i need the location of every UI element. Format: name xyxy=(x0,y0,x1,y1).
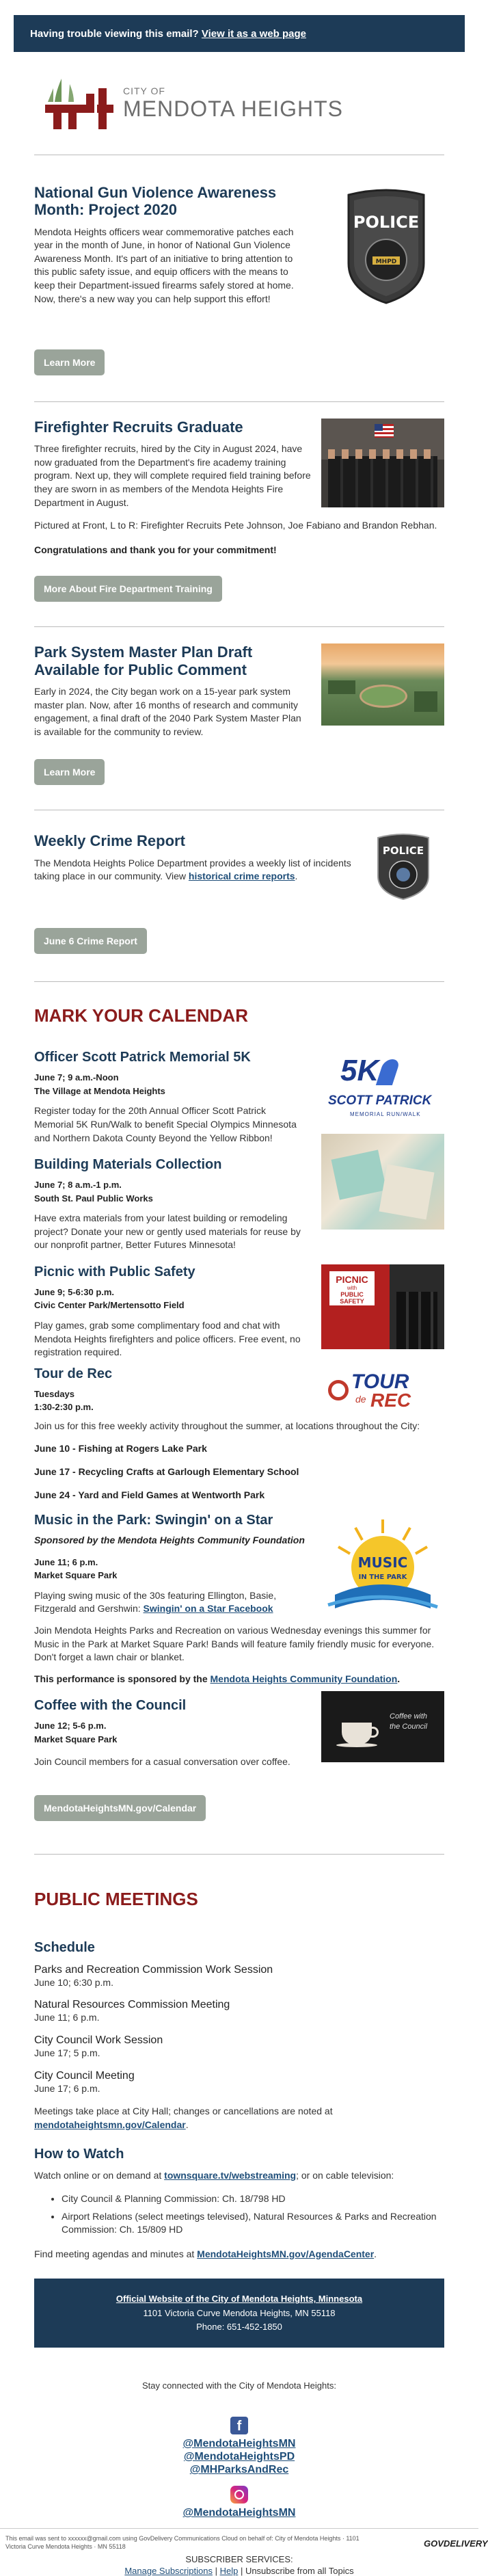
meeting-item xyxy=(34,1964,444,1990)
meeting-name: Natural Resources Commission Meeting xyxy=(34,1999,230,2011)
calendar-heading: MARK YOUR CALENDAR xyxy=(34,1005,248,1026)
footer-phone: Phone: 651-452-1850 xyxy=(196,2321,282,2332)
event-materials-title: Building Materials Collection xyxy=(34,1157,222,1173)
event-5k-body: Register today for the 20th Annual Officer Scott Patrick Memorial 5K Run/Walk to benefit Special Olympics Minnesota and Northern Dakota County Beyond the Yellow Ribbon! xyxy=(34,1105,297,1143)
meetings-note: Meetings take place at City Hall; changes or cancellations are noted at xyxy=(34,2106,333,2117)
footer-divider xyxy=(0,2528,478,2529)
trouble-text: Having trouble viewing this email? xyxy=(30,27,199,40)
picnic-public-safety-photo xyxy=(321,1264,444,1349)
swingin-facebook-link[interactable]: Swingin' on a Star Facebook xyxy=(143,1603,273,1615)
firefighter-recruits-photo xyxy=(321,419,444,507)
event-picnic-title: Picnic with Public Safety xyxy=(34,1264,195,1279)
official-website-link[interactable]: Official Website of the City of Mendota Heights, Minnesota xyxy=(116,2294,363,2305)
meeting-date: June 11; 6 p.m. xyxy=(34,2012,100,2023)
govdelivery-logo: GOVDELIVERY xyxy=(424,2538,488,2549)
event-picnic-body: Play games, grab some complimentary food and chat with Mendota Heights firefighters and police officers. Free event, no registration required. xyxy=(34,1319,301,1358)
gun-learn-more-button[interactable]: Learn More xyxy=(34,349,105,375)
event-picnic-when: June 9; 5-6:30 p.m. xyxy=(34,1286,115,1297)
meeting-item xyxy=(34,2070,444,2096)
fire-training-button[interactable]: More About Fire Department Training xyxy=(34,576,222,602)
instagram-icon[interactable] xyxy=(230,2486,248,2504)
event-coffee-where: Market Square Park xyxy=(34,1734,118,1744)
agenda-center-link[interactable]: MendotaHeightsMN.gov/AgendaCenter xyxy=(197,2248,375,2259)
badge-police-text: POLICE xyxy=(353,213,420,232)
meeting-list xyxy=(34,1964,444,2095)
park-aerial-photo xyxy=(321,643,444,726)
park-learn-more-button[interactable]: Learn More xyxy=(34,759,105,785)
event-5k-title: Officer Scott Patrick Memorial 5K xyxy=(34,1050,251,1065)
event-music-where: Market Square Park xyxy=(34,1570,118,1581)
firefighter-congrats: Congratulations and thank you for your commitment! xyxy=(34,544,277,555)
music-sponsored-post: . xyxy=(397,1673,401,1684)
footer-address: 1101 Victoria Curve Mendota Heights, MN 55118 xyxy=(143,2307,336,2318)
meeting-item xyxy=(34,1999,444,2025)
park-plan-section xyxy=(34,643,444,739)
park-plan-title: Park System Master Plan Draft Available for Public Comment xyxy=(34,643,253,678)
scott-patrick-5k-logo xyxy=(321,1050,444,1132)
gun-violence-section xyxy=(34,184,444,328)
crime-report-title: Weekly Crime Report xyxy=(34,832,185,850)
firefighter-body: Three firefighter recruits, hired by the City in August 2024, have now graduated from the Department's fire academy training program. Next up, they will complete required field training before they are sworn in as members of the Mendota Heights Fire Department in August. xyxy=(34,443,311,508)
event-materials-when: June 7; 8 a.m.-1 p.m. xyxy=(34,1180,122,1191)
music-in-the-park-logo xyxy=(321,1513,444,1615)
event-materials-body: Have extra materials from your latest building or remodeling project? Donate your new or gently used materials for reuse by our nonprofit partner, Better Futures Minnesota! xyxy=(34,1212,301,1251)
community-foundation-link[interactable]: Mendota Heights Community Foundation xyxy=(210,1673,398,1684)
divider xyxy=(34,1854,444,1855)
event-picnic-where: Civic Center Park/Mertensotto Field xyxy=(34,1300,185,1311)
meetings-calendar-link[interactable]: mendotaheightsmn.gov/Calendar xyxy=(34,2119,186,2130)
footer-bar xyxy=(34,2279,444,2347)
event-tour-intro: Join us for this free weekly activity throughout the summer, at locations throughout the City: xyxy=(34,1420,420,1431)
firefighter-title: Firefighter Recruits Graduate xyxy=(34,419,243,436)
meeting-name: City Council Work Session xyxy=(34,2034,163,2047)
event-coffee-when: June 12; 5-6 p.m. xyxy=(34,1721,107,1731)
event-coffee-body: Join Council members for a casual conversation over coffee. xyxy=(34,1756,290,1768)
meeting-date: June 10; 6:30 p.m. xyxy=(34,1976,113,1988)
meeting-date: June 17; 5 p.m. xyxy=(34,2047,100,2059)
meetings-heading: PUBLIC MEETINGS xyxy=(34,1888,198,1909)
police-patch-image xyxy=(362,832,444,901)
watch-title: How to Watch xyxy=(34,2147,124,2162)
event-5k-when: June 7; 9 a.m.-Noon xyxy=(34,1072,119,1083)
calendar-link-button[interactable]: MendotaHeightsMN.gov/Calendar xyxy=(34,1795,206,1821)
logo-city-name: MENDOTA HEIGHTS xyxy=(123,96,343,121)
event-tour-title: Tour de Rec xyxy=(34,1366,113,1381)
patch-police-text: POLICE xyxy=(382,845,424,858)
meetings-note-end: . xyxy=(185,2119,189,2130)
meeting-name: City Council Meeting xyxy=(34,2069,135,2082)
help-link[interactable]: Help xyxy=(219,2565,239,2576)
crime-report-button[interactable]: June 6 Crime Report xyxy=(34,928,147,954)
view-web-page-link[interactable]: View it as a web page xyxy=(201,27,307,40)
meeting-name: Parks and Recreation Commission Work Session xyxy=(34,1963,273,1976)
badge-mhpd-text: MHPD xyxy=(375,258,397,265)
schedule-title: Schedule xyxy=(34,1939,95,1955)
tour-item: June 10 - Fishing at Rogers Lake Park xyxy=(34,1443,207,1455)
event-tour-de-rec xyxy=(34,1366,444,1414)
firefighter-caption: Pictured at Front, L to R: Firefighter Recruits Pete Johnson, Joe Fabiano and Brandon Rebhan. xyxy=(34,520,437,531)
watch-channel-list xyxy=(62,2192,444,2237)
mh-logo-mark xyxy=(41,75,118,132)
crime-report-section xyxy=(34,832,444,901)
picnic-sign-line1: PICNIC xyxy=(336,1273,368,1285)
logo-memorial-text: MEMORIAL RUN/WALK xyxy=(350,1111,421,1118)
watch-post: ; or on cable television: xyxy=(296,2170,394,2181)
event-coffee xyxy=(34,1698,444,1769)
logo-rec-text: REC xyxy=(370,1389,411,1411)
firefighter-section xyxy=(34,419,444,509)
logo-tour-text: TOUR xyxy=(351,1370,409,1393)
police-badge-image xyxy=(328,184,444,328)
logo-city-of: CITY OF xyxy=(123,85,165,96)
manage-subscriptions-link[interactable]: Manage Subscriptions xyxy=(124,2565,213,2576)
divider xyxy=(34,981,444,982)
crime-period: . xyxy=(295,871,298,882)
view-online-bar xyxy=(14,15,465,52)
channel-item: • Airport Relations (select meetings televised), Natural Resources & Parks and Recreation Commission: Ch. 15/809 HD xyxy=(62,2210,444,2237)
agenda-post: . xyxy=(374,2248,377,2259)
city-logo xyxy=(34,52,444,155)
facebook-link-parks[interactable]: @MHParksAndRec xyxy=(189,2464,289,2476)
event-picnic xyxy=(34,1264,444,1359)
gun-violence-body: Mendota Heights officers wear commemorative patches each year in the month of June, in honor of National Gun Violence Awareness Month. It's part of an initiative to bring attention to this public safety issue, and equip officers with the means to keep their Department-issued firearms safely stored at home. Now, there's a new way you can help support this effort! xyxy=(34,226,294,304)
facebook-link-pd[interactable]: @MendotaHeightsPD xyxy=(183,2451,295,2463)
event-music-when: June 11; 6 p.m. xyxy=(34,1556,98,1567)
event-music xyxy=(34,1513,444,1616)
logo-scott-patrick-text: SCOTT PATRICK xyxy=(328,1093,432,1108)
event-music-title: Music in the Park: Swingin' on a Star xyxy=(34,1513,273,1528)
channel-item: • City Council & Planning Commission: Ch. 18/798 HD xyxy=(62,2192,444,2206)
divider xyxy=(34,401,444,402)
logo-wordmark xyxy=(123,85,343,122)
facebook-link-city[interactable]: @MendotaHeightsMN xyxy=(182,2437,296,2449)
logo-in-park-text: IN THE PARK xyxy=(358,1574,407,1582)
coffee-image-text: Coffee with the Council xyxy=(390,1712,428,1731)
picnic-sign-line2: with xyxy=(347,1284,357,1291)
subscriber-services-label: SUBSCRIBER SERVICES: xyxy=(185,2553,293,2564)
event-tour-time: 1:30-2:30 p.m. xyxy=(34,1402,94,1413)
crime-report-body: The Mendota Heights Police Department provides a weekly list of incidents taking place in our community. View xyxy=(34,857,351,882)
social-section: Stay connected with the City of Mendota Heights: f @MendotaHeightsMN @MendotaHeightsPD @MHParksAndRec @MendotaHeightsMN SUBSCRIBER SERVICES: Manage Subscriptions | Help | Unsubscribe from all Topics xyxy=(0,2380,478,2576)
fine-print: This email was sent to xxxxxx@gmail.com using GovDelivery Communications Cloud on behalf of: City of Mendota Heights · 1101 Victoria Curve Mendota Heights · MN 55118 xyxy=(5,2535,360,2550)
tour-item: June 17 - Recycling Crafts at Garlough Elementary School xyxy=(34,1465,299,1477)
picnic-sign-line3: PUBLIC SAFETY xyxy=(340,1290,364,1305)
tour-de-rec-logo xyxy=(321,1366,444,1414)
event-5k xyxy=(34,1050,444,1145)
event-coffee-title: Coffee with the Council xyxy=(34,1698,187,1714)
divider xyxy=(34,626,444,627)
event-tour-day: Tuesdays xyxy=(34,1388,75,1399)
coffee-council-photo xyxy=(321,1691,444,1762)
music-sponsored-pre: This performance is sponsored by the xyxy=(34,1673,211,1684)
logo-5k-text: 5K xyxy=(340,1054,379,1088)
event-materials xyxy=(34,1157,444,1252)
event-materials-where: South St. Paul Public Works xyxy=(34,1193,153,1204)
event-music-body2: Join Mendota Heights Parks and Recreation on various Wednesday evenings this summer for Music in the Park at Market Square Park! Bands will feature family friendly music for everyone. Don't forget a lawn chair or blanket. xyxy=(34,1624,435,1663)
logo-de-text: de xyxy=(355,1393,366,1405)
facebook-icon[interactable]: f xyxy=(230,2417,248,2434)
park-plan-body: Early in 2024, the City began work on a 15-year park system master plan. Now, after 16 months of research and community engagement, a final draft of the 2040 Park System Master Plan is available for the community to review. xyxy=(34,686,301,737)
watch-intro: Watch online or on demand at xyxy=(34,2170,165,2181)
gun-violence-title: National Gun Violence Awareness Month: Project 2020 xyxy=(34,184,277,219)
building-materials-photo xyxy=(321,1134,444,1230)
townsquare-link[interactable]: townsquare.tv/webstreaming xyxy=(164,2170,297,2181)
agenda-pre: Find meeting agendas and minutes at xyxy=(34,2248,198,2259)
event-music-sponsor: Sponsored by the Mendota Heights Community Foundation xyxy=(34,1535,305,1546)
logo-music-text: MUSIC xyxy=(357,1554,408,1571)
meeting-date: June 17; 6 p.m. xyxy=(34,2082,100,2094)
instagram-link[interactable]: @MendotaHeightsMN xyxy=(182,2507,296,2519)
event-music-body1: Playing swing music of the 30s featuring Ellington, Basie, Fitzgerald and Gershwin: xyxy=(34,1589,277,1615)
tour-item: June 24 - Yard and Field Games at Wentworth Park xyxy=(34,1489,265,1500)
event-5k-where: The Village at Mendota Heights xyxy=(34,1085,165,1096)
stay-connected-text: Stay connected with the City of Mendota Heights: xyxy=(142,2380,336,2391)
unsubscribe-link[interactable]: Unsubscribe from all Topics xyxy=(245,2565,354,2576)
historical-crime-link[interactable]: historical crime reports xyxy=(188,871,295,882)
meeting-item xyxy=(34,2034,444,2060)
